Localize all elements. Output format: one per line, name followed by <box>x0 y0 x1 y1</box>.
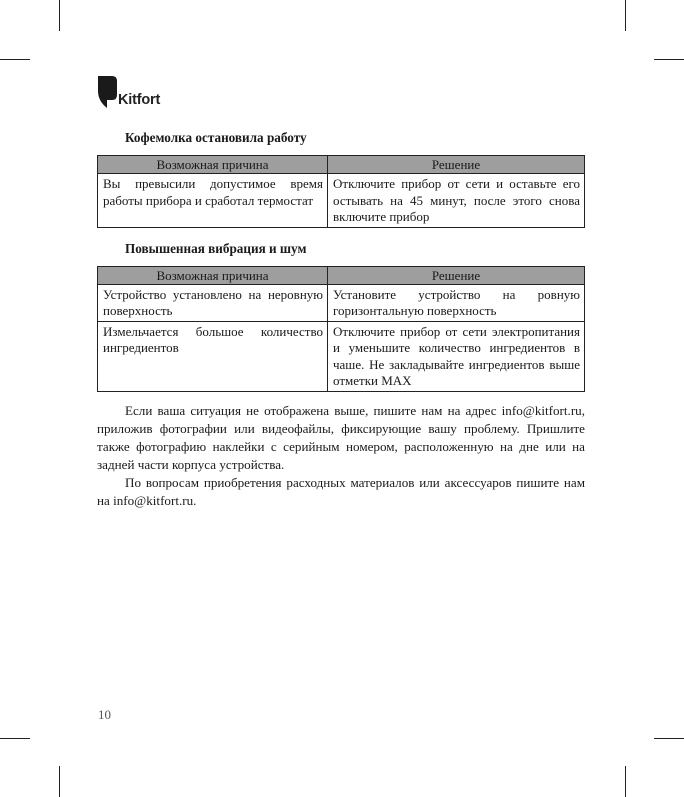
header-cause: Возможная причина <box>98 266 328 284</box>
crop-mark <box>654 738 684 739</box>
table-header-row <box>98 156 585 174</box>
crop-mark <box>0 738 30 739</box>
crop-mark <box>0 59 30 60</box>
solution-cell: Установите устройство на ровную горизонтальную поверхность <box>328 284 585 321</box>
troubleshooting-table <box>97 155 585 228</box>
crop-mark <box>59 766 60 797</box>
table-header-row <box>98 266 585 284</box>
paragraph: По вопросам приобретения расходных материалов или аксессуаров пишите нам на info@kitfort.ru. <box>97 474 585 508</box>
section-title: Кофемолка остановила работу <box>125 130 307 145</box>
crop-mark <box>654 59 684 60</box>
header-solution: Решение <box>328 156 585 174</box>
paragraph: Если ваша ситуация не отображена выше, пишите нам на адрес info@kitfort.ru, приложив фотографии или видеофайлы, фиксирующие вашу проблему. Пришлите также фотографию наклейки с серийным номером, расположенную на дне или на задней части корпуса устройства. <box>97 402 585 472</box>
crop-mark <box>625 766 626 797</box>
solution-cell: Отключите прибор от сети электропитания и уменьшите количество ингредиентов в чаше. Не закладывайте ингредиентов выше отметки MAX <box>328 321 585 391</box>
cause-cell: Измельчается большое количество ингредиентов <box>98 321 328 391</box>
crop-mark <box>625 0 626 31</box>
table-row <box>98 284 585 321</box>
section-title: Повышенная вибрация и шум <box>125 240 307 256</box>
page-number: 10 <box>98 707 111 722</box>
brand-name: Kitfort <box>118 91 161 108</box>
header-solution: Решение <box>328 266 585 284</box>
kitfort-logo-icon <box>98 76 117 108</box>
crop-mark <box>59 0 60 31</box>
table-row <box>98 321 585 391</box>
cause-cell: Вы превысили допустимое время работы прибора и сработал термостат <box>98 174 328 228</box>
cause-cell: Устройство установлено на неровную поверхность <box>98 284 328 321</box>
brand-logo <box>98 76 160 108</box>
header-cause: Возможная причина <box>98 156 328 174</box>
page-content <box>97 130 585 510</box>
body-text <box>97 402 585 510</box>
solution-cell: Отключите прибор от сети и оставьте его остывать на 45 минут, после этого снова включите прибор <box>328 174 585 228</box>
table-row <box>98 174 585 228</box>
troubleshooting-table <box>97 266 585 392</box>
